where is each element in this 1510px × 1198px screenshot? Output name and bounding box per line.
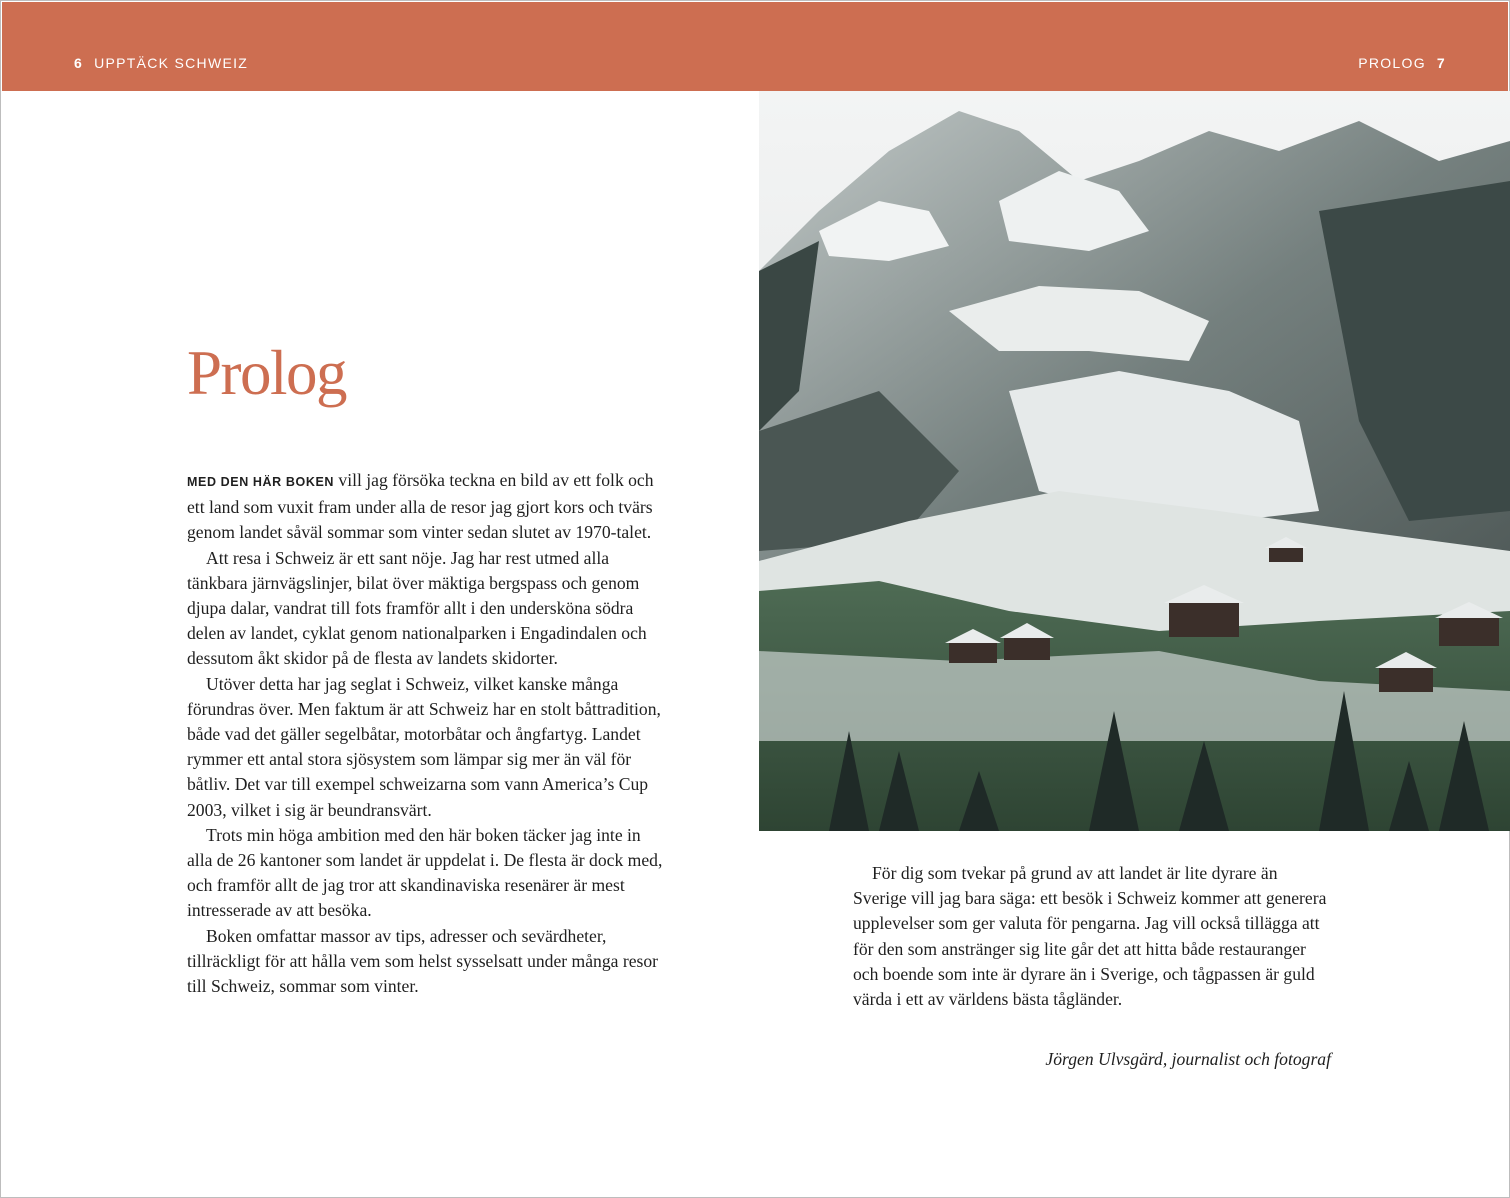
paragraph-5: Boken omfattar massor av tips, adresser och sevärdheter, tillräckligt för att hålla vem som helst sysselsatt under många resor till Schweiz, sommar som vinter. [187, 925, 659, 997]
paragraph-3: Utöver detta har jag seglat i Schweiz, vilket kanske många förundras över. Men faktum är att Schweiz har en stolt båttradition, både vad det gäller segelbåtar, motorbåtar och ångfartyg. Landet rymmer ett antal stora sjösystem som lämpar sig mer än väl för båtliv. Det var till exempel schweizarna som vann America’s Cup 2003, vilket i sig är beundransvärt. [187, 673, 661, 820]
right-page-number: 7 [1436, 55, 1446, 71]
left-running-title: UPPTÄCK SCHWEIZ [94, 55, 249, 71]
right-body-text [853, 861, 1333, 1012]
left-running-head [74, 55, 248, 71]
header-band [2, 2, 1508, 91]
right-running-title: PROLOG [1358, 55, 1426, 71]
landscape-illustration [759, 91, 1510, 831]
paragraph-4: Trots min höga ambition med den här boken täcker jag inte in alla de 26 kantoner som landet är uppdelat i. De flesta är dock med, och framför allt de jag tror att skandinaviska resenärer är mest intresserade av att besöka. [187, 824, 663, 921]
snowy-alpine-valley-photo [759, 91, 1510, 831]
author-signature: Jörgen Ulvsgärd, journalist och fotograf [1045, 1049, 1331, 1069]
right-running-head [1358, 55, 1446, 71]
lead-in: MED DEN HÄR BOKEN [187, 475, 335, 489]
chapter-title: Prolog [187, 338, 347, 408]
left-page-number: 6 [74, 55, 84, 71]
paragraph-1-text: vill jag försöka teckna en bild av ett folk och ett land som vuxit fram under alla de resor jag gjort kors och tvärs genom landet såväl sommar som vinter sedan slutet av 1970-talet. [187, 470, 654, 543]
paragraph-1 [187, 468, 667, 546]
left-body-text [187, 468, 667, 999]
paragraph-2: Att resa i Schweiz är ett sant nöje. Jag har rest utmed alla tänkbara järnvägslinjer, bilat över mäktiga bergspass och genom djupa dalar, vandrat till fots framför allt i den undersköna södra delen av landet, cyklat genom nationalparken i Engadindalen och dessutom åkt skidor på de flesta av landets skidorter. [187, 547, 647, 669]
paragraph-6: För dig som tvekar på grund av att landet är lite dyrare än Sverige vill jag bara säga: ett besök i Schweiz kommer att generera upplevelser som ger valuta för pengarna. Jag vill också tillägga att för den som anstränger sig lite går det att hitta både restauranger och boende som inte är dyrare än i Sverige, och tågpassen är guld värda i ett av världens bästa tågländer. [853, 863, 1327, 1010]
